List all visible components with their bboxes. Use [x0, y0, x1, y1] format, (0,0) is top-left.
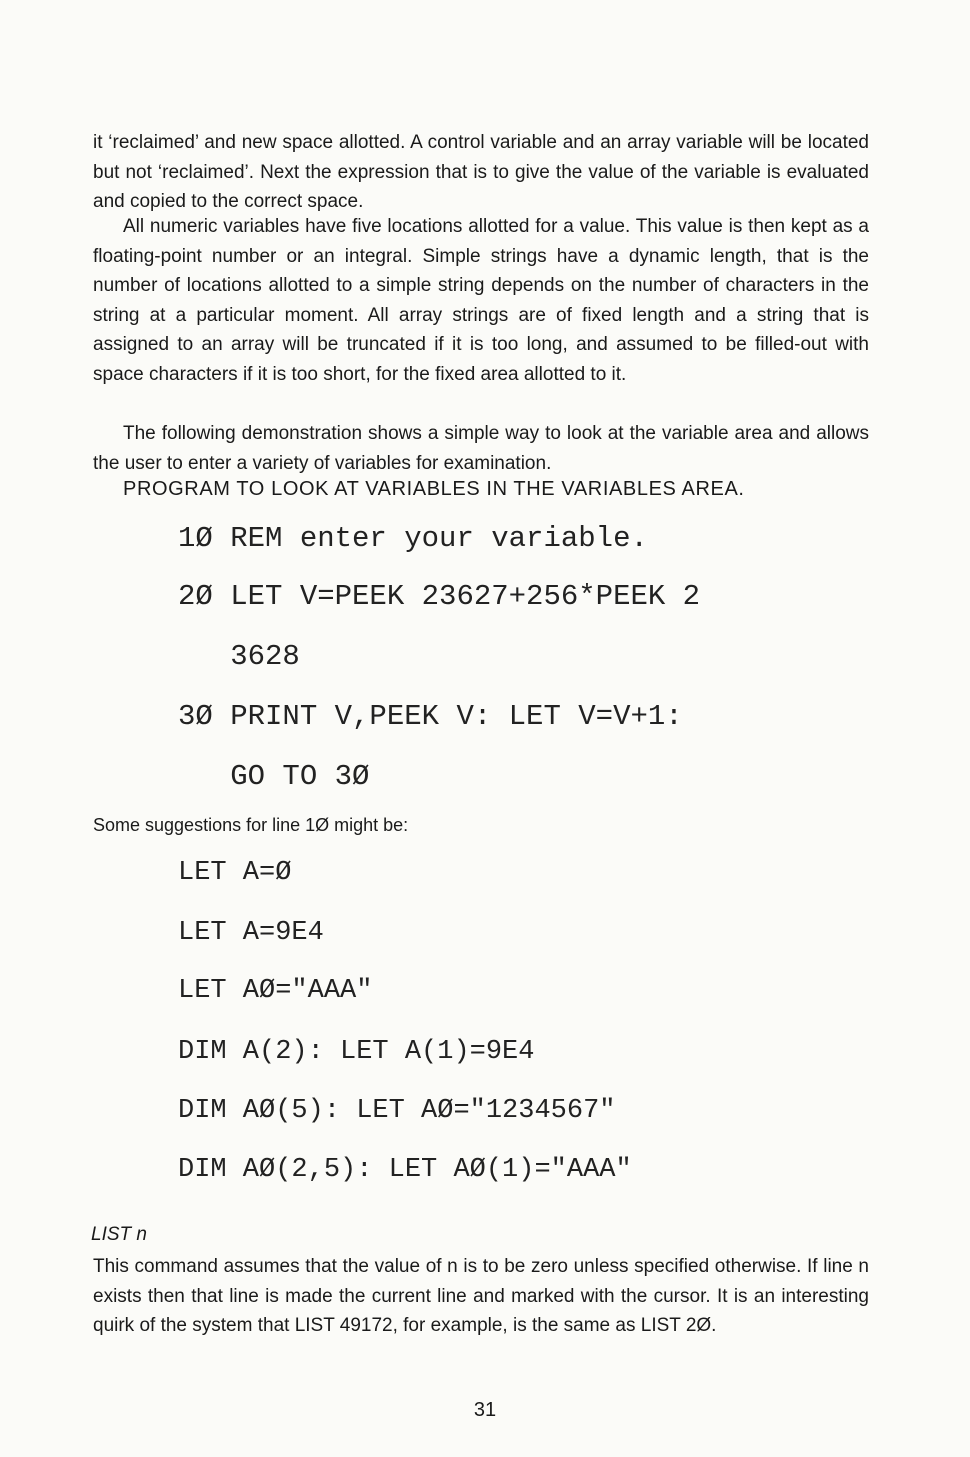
suggestion-line: DIM A(2): LET A(1)=9E4: [178, 1037, 535, 1067]
program-line-20-continued: 3628: [178, 640, 300, 673]
suggestions-intro: Some suggestions for line 1Ø might be:: [93, 815, 409, 835]
paragraph-text: The following demonstration shows a simple way to look at the variable area and allows the user to enter a variety of variables for examination.: [93, 423, 869, 474]
suggestion-line: LET AØ="AAA": [178, 976, 373, 1006]
suggestion-line: DIM AØ(5): LET AØ="1234567": [178, 1096, 616, 1126]
page-number: 31: [473, 1399, 497, 1421]
suggestion-line: DIM AØ(2,5): LET AØ(1)="AAA": [178, 1155, 632, 1185]
list-section-body: This command assumes that the value of n is to be zero unless specified otherwise. If line n exists then that line is made the current line and marked with the cursor. It is an interesting quirk of the system that LIST 49172, for example, is the same as LIST 2Ø.: [93, 1256, 869, 1336]
suggestion-line: LET A=Ø: [178, 858, 292, 888]
paragraph-demonstration: [93, 419, 869, 478]
suggestion-line: LET A=9E4: [178, 918, 324, 948]
program-line-10: 1Ø REM enter your variable.: [178, 522, 648, 555]
paragraph-text: it ‘reclaimed’ and new space allotted. A control variable and an array variable will be located but not ‘reclaimed’. Next the expression that is to give the value of the variable is evaluated and copied to the correct space.: [93, 132, 869, 212]
paragraph-reclaimed: [93, 128, 869, 217]
program-line-30-continued: GO TO 3Ø: [178, 760, 370, 793]
paragraph-text: All numeric variables have five locations allotted for a value. This value is then kept as a floating-point number or an integral. Simple strings have a dynamic length, that is the number of locations allotted to a simple string depends on the number of characters in the string at a particular moment. All array strings are of fixed length and a string that is assigned to an array will be truncated if it is too long, and assumed to be filled-out with space characters if it is too short, for the fixed area allotted to it.: [93, 216, 869, 385]
program-line-20: 2Ø LET V=PEEK 23627+256*PEEK 2: [178, 580, 701, 613]
list-section-title: LIST n: [91, 1224, 147, 1245]
program-heading: PROGRAM TO LOOK AT VARIABLES IN THE VARIABLES AREA.: [123, 478, 745, 500]
paragraph-numeric-variables: [93, 212, 869, 389]
program-line-30: 3Ø PRINT V,PEEK V: LET V=V+1:: [178, 700, 683, 733]
